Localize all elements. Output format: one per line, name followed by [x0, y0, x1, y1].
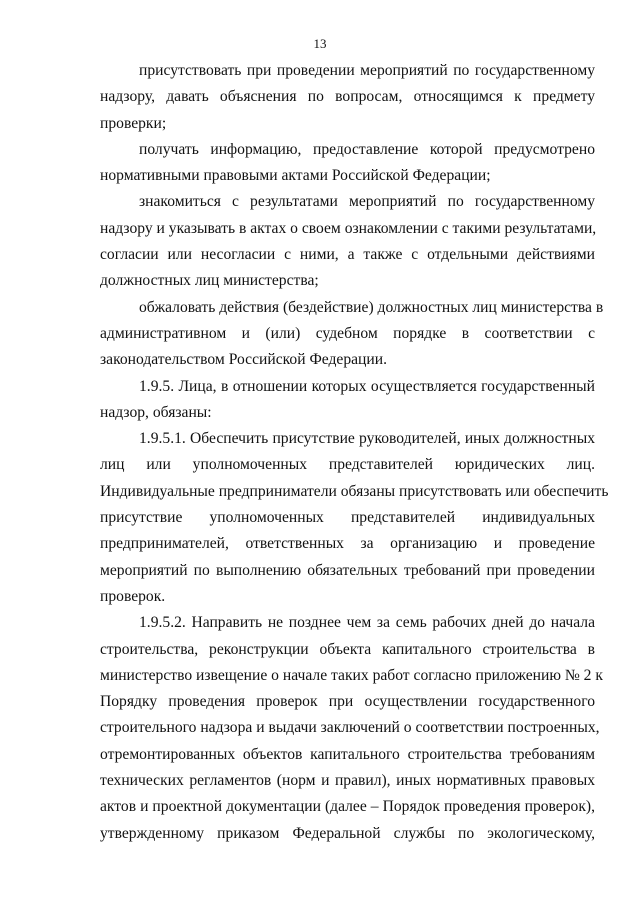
text-line: утвержденному приказом Федеральной службы по экологическому,: [100, 824, 595, 842]
text-line: должностных лиц министерства;: [100, 272, 319, 290]
text-line: министерство извещение о начале таких работ согласно приложению № 2 к: [100, 666, 603, 684]
text-line: проверки;: [100, 114, 167, 132]
text-line: строительного надзора и выдачи заключений о соответствии построенных,: [100, 719, 600, 737]
text-line: 1.9.5.2. Направить не позднее чем за семь рабочих дней до начала: [139, 614, 595, 632]
text-line: знакомиться с результатами мероприятий по государственному: [139, 193, 595, 211]
text-line: отремонтированных объектов капитального строительства требованиям: [100, 745, 595, 763]
page-number: 13: [313, 36, 327, 51]
text-line: надзор, обязаны:: [100, 403, 212, 421]
text-line: Порядку проведения проверок при осуществлении государственного: [100, 693, 595, 711]
text-line: надзору, давать объяснения по вопросам, относящимся к предмету: [100, 88, 595, 106]
text-line: административном и (или) судебном порядке в соответствии с: [100, 324, 595, 342]
text-line: строительства, реконструкции объекта капитального строительства в: [100, 640, 595, 658]
text-line: нормативными правовыми актами Российской Федерации;: [100, 167, 491, 185]
text-line: присутствие уполномоченных представителей индивидуальных: [100, 509, 595, 527]
text-line: согласии или несогласии с ними, а также с отдельными действиями: [100, 246, 595, 264]
text-line: получать информацию, предоставление которой предусмотрено: [139, 140, 595, 158]
text-line: технических регламентов (норм и правил), иных нормативных правовых: [100, 772, 595, 790]
text-line: актов и проектной документации (далее – Порядок проведения проверок),: [100, 798, 595, 816]
text-line: предпринимателей, ответственных за организацию и проведение: [100, 535, 595, 553]
text-line: мероприятий по выполнению обязательных требований при проведении: [100, 561, 595, 579]
text-line: Индивидуальные предприниматели обязаны присутствовать или обеспечить: [100, 482, 609, 500]
text-line: обжаловать действия (бездействие) должностных лиц министерства в: [139, 298, 604, 316]
document-body: [100, 58, 609, 847]
text-line: 1.9.5. Лица, в отношении которых осуществляется государственный: [139, 377, 595, 395]
text-line: 1.9.5.1. Обеспечить присутствие руководителей, иных должностных: [139, 430, 595, 448]
text-line: законодательством Российской Федерации.: [100, 351, 387, 369]
text-line: лиц или уполномоченных представителей юридических лиц.: [100, 456, 595, 474]
text-line: надзору и указывать в актах о своем ознакомлении с такими результатами,: [100, 219, 597, 237]
text-line: проверок.: [100, 587, 166, 605]
text-line: присутствовать при проведении мероприятий по государственному: [139, 62, 595, 79]
